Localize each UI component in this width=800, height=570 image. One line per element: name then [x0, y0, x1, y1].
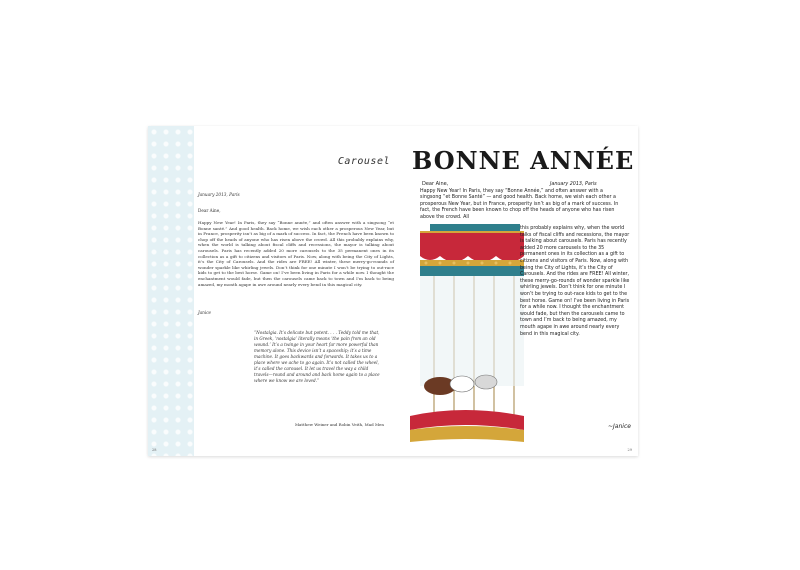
- decorative-pattern-strip: [148, 126, 194, 456]
- page-number-left: 28: [152, 448, 157, 452]
- left-page: [148, 126, 400, 456]
- carousel-frieze: [420, 260, 524, 266]
- chapter-script-title: Carousel: [337, 156, 390, 167]
- letter-dateline: January 2013, Paris: [198, 192, 240, 197]
- pull-quote: “Nostalgia. It’s delicate but potent. . . . Teddy told me that, in Greek, ‘nostalgia’ literally means ‘the pain from an old wound.’ It’s a twinge in your heart far more powerful than memory alone. This device isn’t a spaceship; it’s a time machine. It goes backwards and forwards. It takes us to a place where we ache to go again. It’s not called the wheel, it’s called the carousel. It let us travel the way a child travels—round and around and back home again to a place where we know we are loved.”: [254, 330, 380, 383]
- quote-attribution: Matthew Weiner and Robin Veith, Mad Men: [294, 422, 384, 427]
- horse-grey: [475, 375, 497, 389]
- handwritten-title: BONNE ANNÉE: [412, 146, 635, 175]
- book-spread: [148, 126, 638, 456]
- horse-white: [450, 376, 474, 392]
- carousel-lower-band: [420, 266, 524, 276]
- letter-signoff: Janice: [198, 310, 212, 315]
- carousel-interior: [420, 276, 524, 386]
- letter-salutation: Dear Aine,: [198, 208, 221, 213]
- left-page-content: [198, 126, 394, 456]
- carousel-illustration: [400, 216, 524, 446]
- handwritten-date: January 2013, Paris: [550, 182, 597, 187]
- letter-body-text: Happy New Year! In Paris, they say “Bonne année,” and often answer with a singsong “et Bonne santé.” And good health. Back home, we wish each other a prosperous New Year, but in France, prosperity isn’t as big of a mark of success. In fact, the French have been known to chop off the heads of anyone who has risen above the crowd. All this probably explains why, when the world is talking about fiscal cliffs and recessions, the mayor is talking about carousels. Paris has recently added 20 more carousels to the 35 permanent ones in its collection as a gift to citizens and visitors of Paris. Now, along with being the City of Lights, it’s the City of Carousels. And the rides are FREE! All winter, these merry-go-rounds of wonder sparkle like whirling jewels. Don’t think for one minute I won’t be trying to out-race kids to get to the best horse. Game on! I’ve been living in Paris for a while now. I thought the enchantment would fade, but then the carousels came back to town and I’m back to being amazed, my month agape in awe around nearly every bend in this magical city.: [198, 220, 394, 287]
- carousel-canopy: [420, 232, 524, 262]
- handwritten-text-right: this probably explains why, when the world talks of fiscal cliffs and recessions, the mayor is talking about carousels. Paris has recently added 20 more carousels to the 35 permanent ones in its collection as a gift to citizens and visitors of Paris. Now, along with being the City of Lights, it’s the City of Carousels. And the rides are FREE! All winter, these merry-go-rounds of wonder sparkle like whirling jewels. Don’t think for one minute I won’t be trying to out-race kids to get to the best horse. Game on! I’ve been living in Paris for a while now. I thought the enchantment would fade, but then the carousels came to town and I’m back to being amazed, my mouth agape in awe around nearly every bend in this magical city.: [520, 226, 630, 337]
- right-page: [400, 126, 638, 456]
- page-number-right: 29: [627, 448, 632, 452]
- handwritten-signature: ~Janice: [608, 423, 631, 430]
- carousel-roof-band: [430, 224, 520, 232]
- handwritten-text-top: Happy New Year! In Paris, they say “Bonne Année,” and often answer with a singsong “et Bonne Santé” — and good health. Back home, we wish each other a prosperous New Year, but in France, prosperity isn’t as big of a mark of success. In fact, the French have been known to chop off the heads of anyone who has risen above the crowd. All: [420, 189, 619, 220]
- carousel-base: [410, 426, 524, 442]
- handwritten-salutation: Dear Aine,: [422, 181, 449, 187]
